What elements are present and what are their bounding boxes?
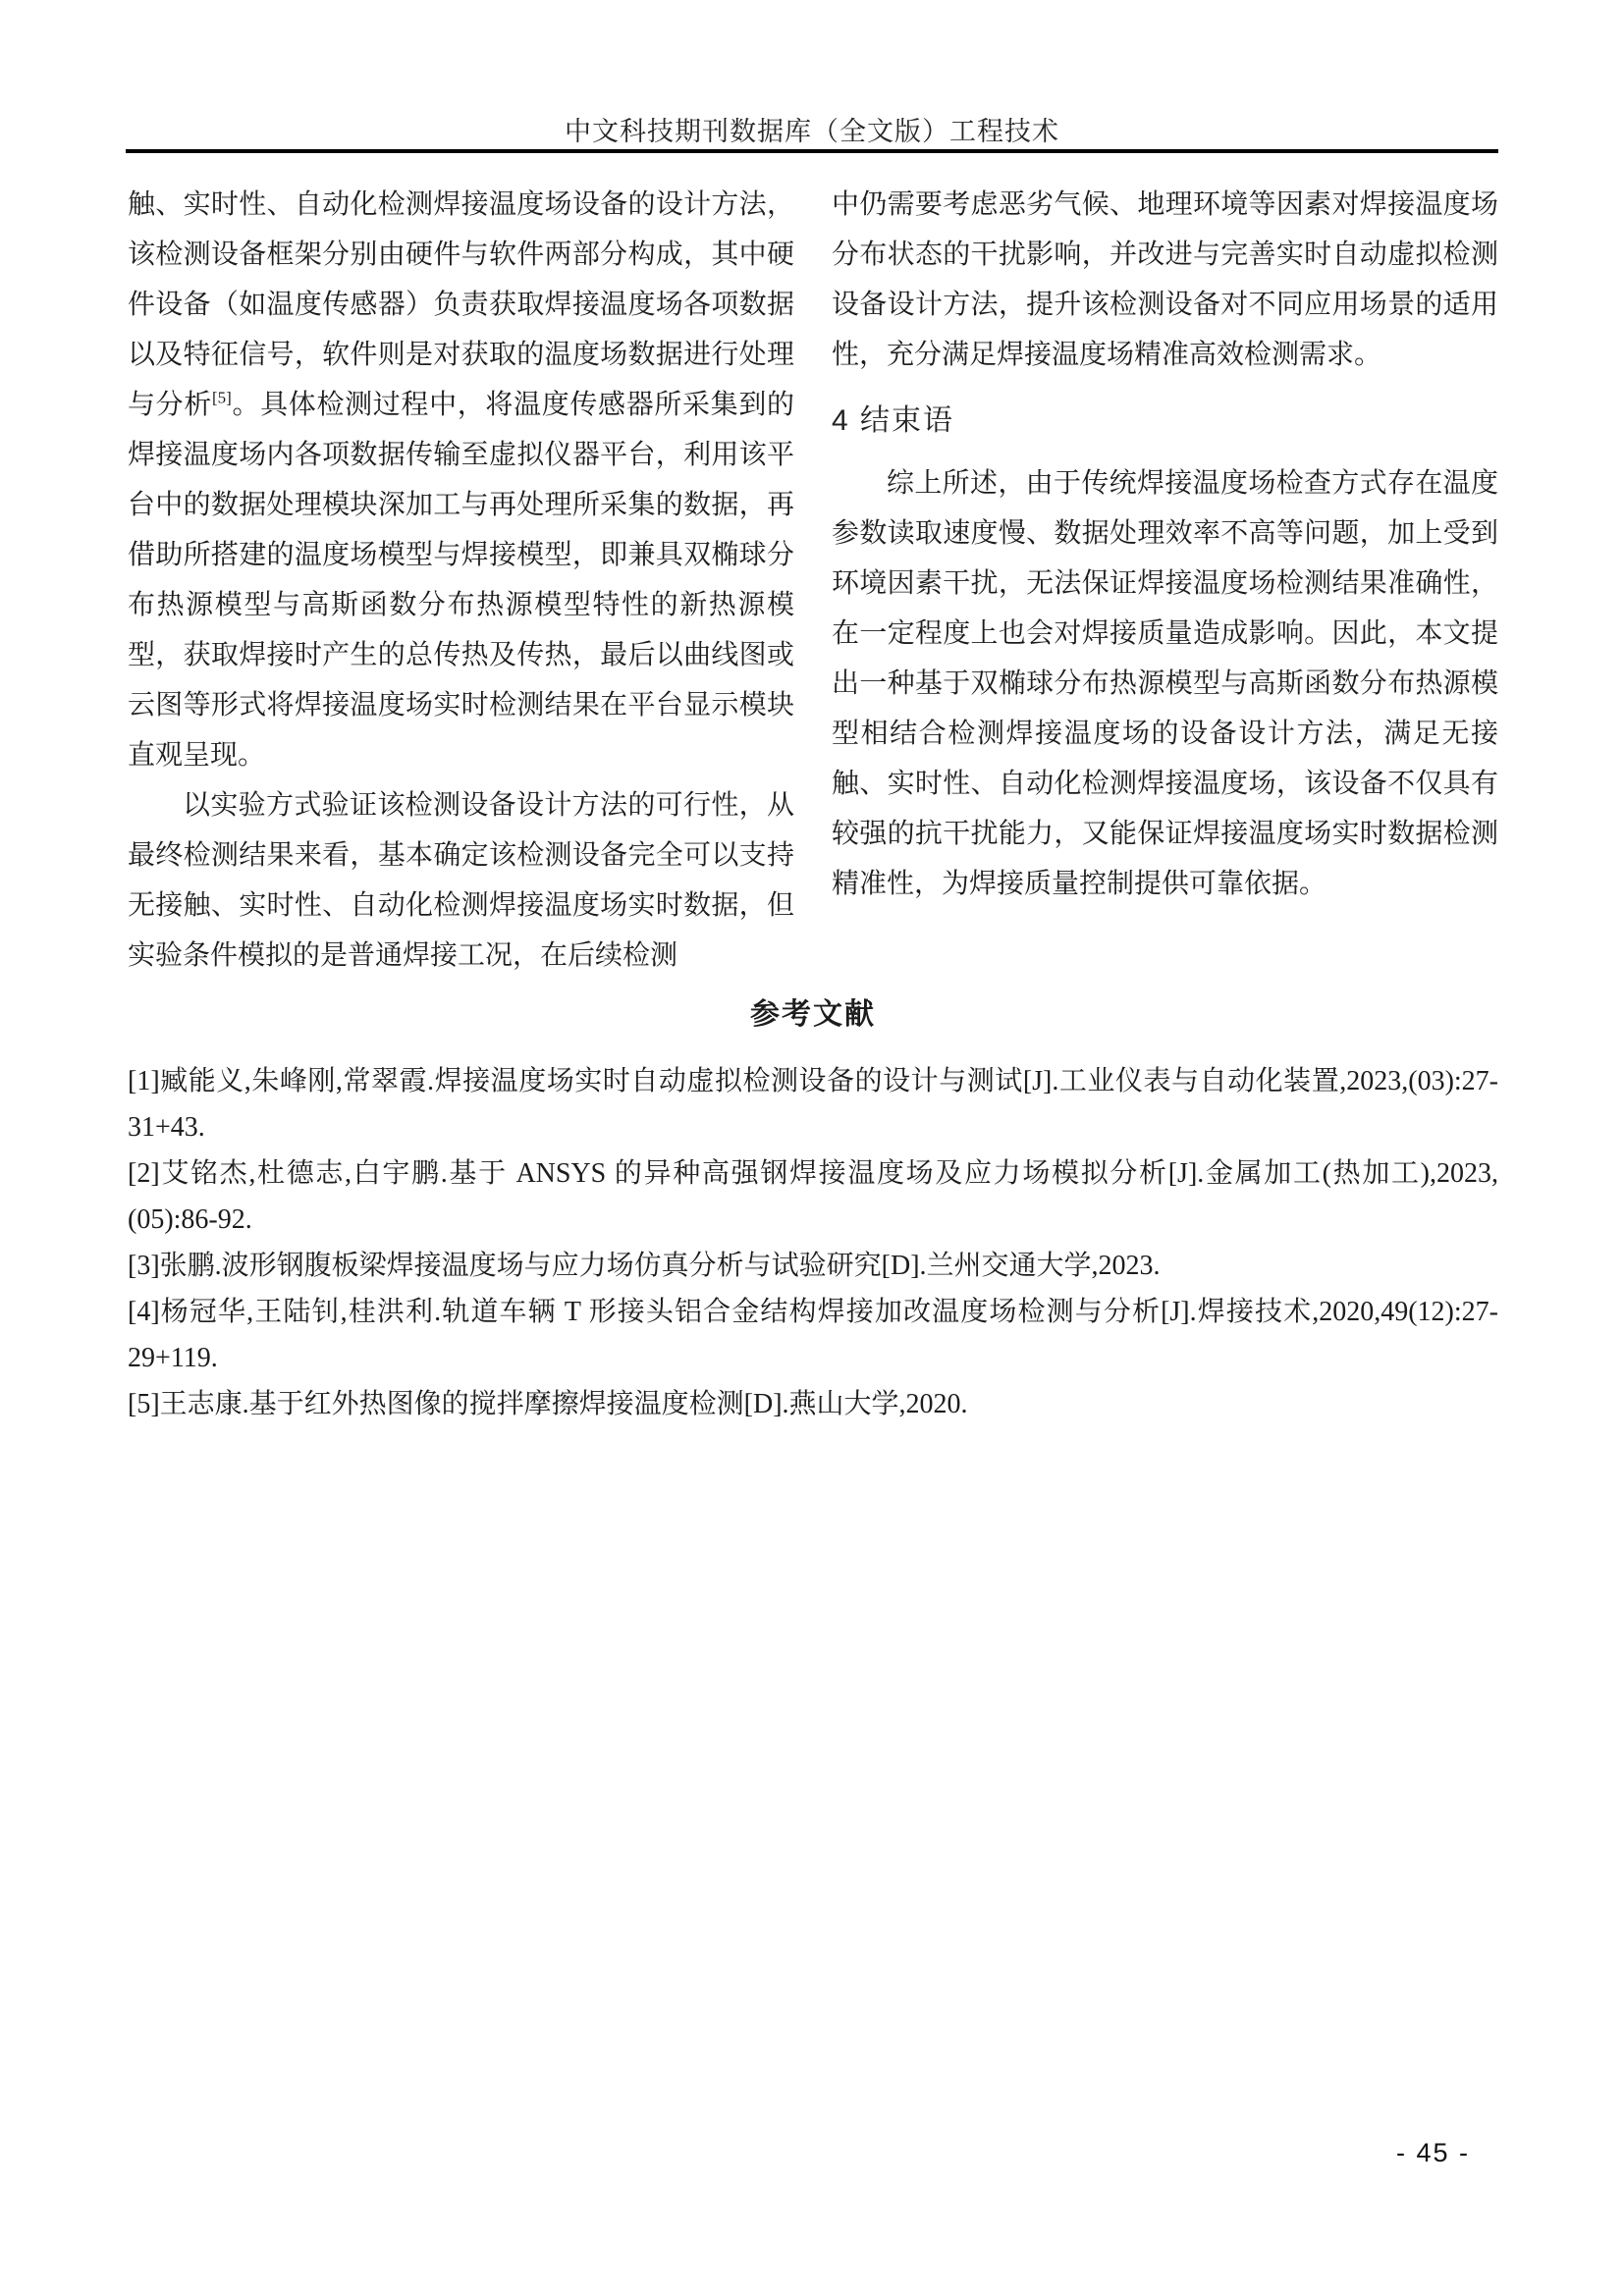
body-columns: [128, 180, 1498, 981]
paragraph-text: 。具体检测过程中，将温度传感器所采集到的焊接温度场内各项数据传输至虚拟仪器平台，利用该平台中的数据处理模块深加工与再处理所采集的数据，再借助所搭建的温度场模型与焊接模型，即兼具双椭球分布热源模型与高斯函数分布热源模型特性的新热源模型，获取焊接时产生的总传热及传热，最后以曲线图或云图等形式将焊接温度场实时检测结果在平台显示模块直观呈现。: [128, 390, 794, 771]
body-paragraph-continued: [128, 180, 794, 780]
reference-item: [2]艾铭杰,杜德志,白宇鹏.基于 ANSYS 的异种高强钢焊接温度场及应力场模拟分析[J].金属加工(热加工),2023,(05):86-92.: [128, 1158, 1498, 1235]
body-paragraph-continued: 中仍需要考虑恶劣气候、地理环境等因素对焊接温度场分布状态的干扰影响，并改进与完善实时自动虚拟检测设备设计方法，提升该检测设备对不同应用场景的适用性，充分满足焊接温度场精准高效检测需求。: [832, 189, 1498, 370]
paragraph-text: 触、实时性、自动化检测焊接温度场设备的设计方法，该检测设备框架分别由硬件与软件两部分构成，其中硬件设备（如温度传感器）负责获取焊接温度场各项数据以及特征信号，软件则是对获取的温度场数据进行处理与分析: [128, 189, 794, 420]
journal-header: 中文科技期刊数据库（全文版）工程技术: [565, 117, 1059, 146]
reference-item: [4]杨冠华,王陆钊,桂洪利.轨道车辆 T 形接头铝合金结构焊接加改温度场检测与分析[J].焊接技术,2020,49(12):27-29+119.: [128, 1297, 1498, 1373]
left-column: [128, 180, 794, 981]
reference-item: [5]王志康.基于红外热图像的搅拌摩擦焊接温度检测[D].燕山大学,2020.: [128, 1389, 968, 1419]
header-rule: [126, 149, 1498, 153]
citation-superscript: [5]: [211, 388, 232, 407]
body-paragraph: 以实验方式验证该检测设备设计方法的可行性，从最终检测结果来看，基本确定该检测设备完全可以支持无接触、实时性、自动化检测焊接温度场实时数据，但实验条件模拟的是普通焊接工况，在后续检测: [128, 790, 794, 971]
right-column: [832, 180, 1498, 981]
references-section: [128, 989, 1498, 1427]
page-number: - 45 -: [1395, 2138, 1470, 2167]
reference-item: [3]张鹏.波形钢腹板梁焊接温度场与应力场仿真分析与试验研究[D].兰州交通大学,2023.: [128, 1251, 1161, 1281]
references-heading: 参考文献: [750, 998, 876, 1031]
section-heading-conclusion: 4 结束语: [832, 404, 955, 437]
body-paragraph: 综上所述，由于传统焊接温度场检查方式存在温度参数读取速度慢、数据处理效率不高等问题，加上受到环境因素干扰，无法保证焊接温度场检测结果准确性，在一定程度上也会对焊接质量造成影响。因此，本文提出一种基于双椭球分布热源模型与高斯函数分布热源模型相结合检测焊接温度场的设备设计方法，满足无接触、实时性、自动化检测焊接温度场，该设备不仅具有较强的抗干扰能力，又能保证焊接温度场实时数据检测精准性，为焊接质量控制提供可靠依据。: [832, 468, 1498, 899]
reference-item: [1]臧能义,朱峰刚,常翠霞.焊接温度场实时自动虚拟检测设备的设计与测试[J].工业仪表与自动化装置,2023,(03):27-31+43.: [128, 1066, 1498, 1143]
